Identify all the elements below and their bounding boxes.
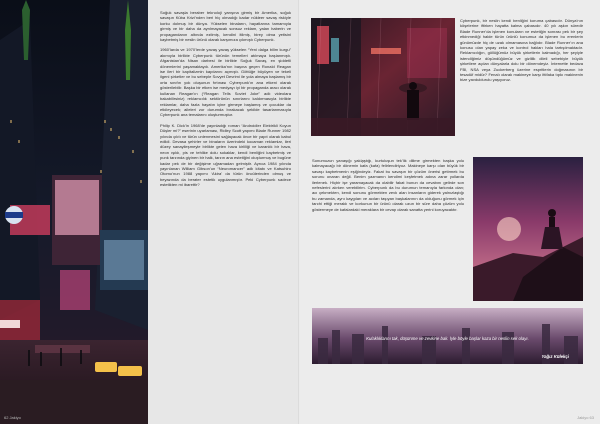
figure-on-cliff-photo [473,157,583,301]
paragraph-intro: Soğuk savaşla beraber teknoloji yarışına girmiş bir Amerika, soğuk savaşın Küba Krizi’nden beri hiç olmadığı kadar nükleer savaş riskiyle korku dolmuş bir dünya. Yükselen binaların, hayatlarına tamamıyla girmiş ve bir daha da ayrılmayacak sonsuz reklam, yalan haberin ve propagandanın altında ezilmiş, kendini itilmiş, birey olma yetisini kaybetmiş bir neslin ürünü olarak karşımıza çıkmıştı Cyberpunk. [160,10,291,43]
neon-city-photo [0,0,148,424]
pull-quote: Kulaklıklarını tak, düşünme ve zevkine bak. İyle böyle başlar kaza bir neslin sek olayı. [366,336,529,341]
page-number-right: Jakiyo 63 [577,415,594,420]
paragraph-blade-runner: Philip K. Dick’in 1968’de yayınladığı roman “Androidler Elektrikli Koyun Düşler mi?” eserinin uyarlaması, Ridley Scott yapımı Blade Runner 1982 yılında çıktı ve türün unlenmesini sağlayacak önce bir yapıt olarak kabul edildi. Devasa şehirler ve binaların üzerindeki kocaman reklamlar, ileri düzey sanayileşmeyle birlikte gelen hava kirliliği ve karanlık bir hava, neon ışıklı, pis ve tehlike dolu sokaklar, kendi benliğini kaybetmiş ve punk tarzında giyinen bir halk, tarzın ana estetiğini oluşturmuş ve bugüne kadar pek de bir değişime uğramadan gelmiştir. Ayrıca 1984 yılında yayınlanan William Gibson’un “Neuromancer” adlı kitabı ve Katsuhiro Otomo’nun 1988 yapımı ‘Akira’ da türün öncülerinden olmuş ve beyazında da berater estetik uygulanmıştır. Peki Cyberpunk sadece estetikten mi ibarettir? [160,122,291,188]
right-top-column: Cyberpunk, bir neslin kendi benliğini koruma çabasıdır. Dünya’nın köşelerine iftirken hayatta kalma çabasıdır. 40 yılı aşkın süredir Blade Runner’da işlenen konuların ve estetiğin sonrası pek bir şey etkinmediği halde türün ürünlü konumuz da işlenen bu erenlerin günümüzde hiç de uzak olmamasına bağlıdır. Blade Runner’ın ana konusu olan yapay zeka ve kontrol hakları hala tartışılmaktadır. Reklamcılığın, göllüğümüz büyük şirketlerin kalmadığı, her şeyiyle istendiğimiz düşündüğümüz ve gizlilik dileli sebebiyle büyük şirketlere açılan dünyalarla dolu bir dönemdeyiz. İnternette bedava FBI, NSA veya Zuckerberg üzerine espritlerin doğmasının bir tesadüf midür? Fenalı olarak makineye karşı ittifaka tıpkı makinenin bize yavduldurulu yaşıyoruz. [460,18,583,83]
right-mid-column: Sonumuzun yanaşığı yakla̧ştığı, kurtuluşun tek’lik dilime girmekten başka yolu kalmayacağı bir dönemin kafa (kafa) felirlendiriyoz. Makineye karşı olan büyük bir savaşı kaybetmenin eşiğindeyiz. Fakat bu savaşın bir çözüm önerisi getirmek bu sorunu onaran değil. Benim yazmanın kendimi keşfetmek adına zarar yollarda ilerlenek. Hiçbir işe yaramayacak da olabilir fakat bunun da cevabını gelirde son nefeslerini alırken verebilirim. Cyberpunk da bu durumun temanıyla farkında olan; acı çekmekten, kendi sonunu görmekten zevk alan insanların giderek yalnızlaştığı bu zamanda, aynı kaygıları ve acıları taşıyan başkalarının da olduğunu görmek için tarchi ettiği meraklı ve korkunun bir ürünü olarak uzun bir süre daha çözüm yolu göstermeye de kafalardaki meraklara bir cevap olarak sanatta yerini koruyacaktır. [312,158,464,212]
rainy-street-photo [311,18,455,136]
page-number-left: 62 Jakiyo [4,415,21,420]
left-article-column [160,10,291,193]
quote-author: Yağız Külekçi [541,354,569,359]
paragraph-history: 1960’larda ve 1970’lerde yavaş yavaş yükselen “Yeni dalga bilim kurgu” akımıyla birlikte Cyberpunk türünün temelleri atılmaya başlanmıştı. Afganistan’da Nisan darbesi ile birlikte Soğuk Savaş, en şiddetli dönemlerini yaşamaktaydı. Amerika’nın başına geçen Ronald Reagan ise ileri bir kapitalizmin kapılarını açmıştı. Göttüğe büyüyen ve tekeli ilgeni şirketler ve bu sebeple Sovyet Devrimi ile yola almaya başlamış bir orta sınıfın yok oluşunun fırtınası Cyberpunk’ın ana etkeni olarak gösterilebilir. Başka bir etken ise medyayı iyi bir propaganda aracı olarak kullanan Reagan’ın (“Reagan Tells Soviet Joke” adlı videolara bakabilirsiniz) reklamcılık sektörünün sınırlarını kaldırmasıyla birlikte reklamlar, daha fazla hayatın içine girmeye başlamış ve çocuklar da etkileyecek; aileleri zor durumda bırakacak şekilde tasarlanmasıyla Cyberpunk ana temalarını oluşturmuştur. [160,47,291,118]
quote-banner [312,308,583,364]
